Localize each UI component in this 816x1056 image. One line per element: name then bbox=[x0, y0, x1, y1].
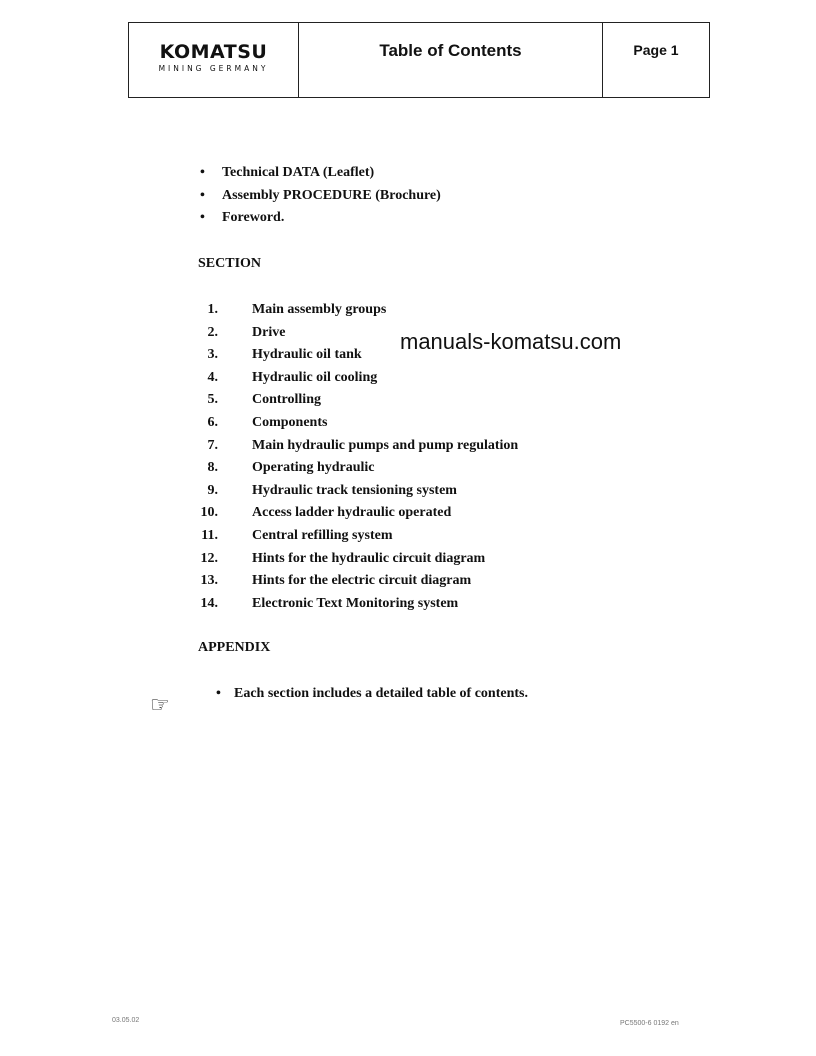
note-text: Each section includes a detailed table of contents. bbox=[234, 686, 528, 701]
section-item: Hydraulic oil tank bbox=[252, 347, 362, 363]
section-number: 5. bbox=[207, 392, 218, 408]
section-item: Hydraulic oil cooling bbox=[252, 369, 378, 385]
section-number: 14. bbox=[200, 595, 218, 611]
bullet: • bbox=[200, 210, 205, 225]
section-number: 1. bbox=[207, 302, 218, 317]
section-item: Hydraulic track tensioning system bbox=[252, 482, 457, 498]
section-item: Central refilling system bbox=[252, 528, 393, 543]
intro-item: Technical DATA (Leaflet) bbox=[222, 165, 375, 180]
section-item: Operating hydraulic bbox=[252, 460, 375, 476]
section-number: 12. bbox=[200, 550, 218, 566]
section-number: 3. bbox=[207, 347, 218, 363]
appendix-heading: APPENDIX bbox=[198, 640, 271, 655]
section-item: Electronic Text Monitoring system bbox=[252, 595, 459, 611]
section-number: 13. bbox=[200, 573, 218, 589]
section-number: 8. bbox=[207, 460, 218, 476]
section-item: Main assembly groups bbox=[252, 302, 387, 317]
logo-brand: KOMATSU bbox=[159, 41, 268, 63]
watermark: manuals-komatsu.com bbox=[400, 329, 622, 354]
divider bbox=[602, 23, 603, 97]
intro-item: Assembly PROCEDURE (Brochure) bbox=[222, 187, 441, 203]
komatsu-logo bbox=[129, 41, 298, 73]
intro-item: Foreword. bbox=[222, 210, 285, 225]
section-number: 2. bbox=[207, 324, 218, 340]
page-number: Page 1 bbox=[633, 42, 679, 58]
header-box bbox=[128, 22, 710, 98]
section-number: 11. bbox=[201, 528, 218, 543]
section-item: Drive bbox=[252, 324, 286, 340]
section-number: 10. bbox=[200, 505, 218, 521]
logo-subtitle: MINING GERMANY bbox=[158, 64, 269, 73]
footer-doc-id: PC5500-6 0192 en bbox=[620, 1020, 679, 1027]
section-number: 7. bbox=[207, 437, 218, 453]
section-number: 9. bbox=[207, 482, 218, 498]
note-bullet: • bbox=[216, 686, 221, 701]
bullet: • bbox=[200, 187, 205, 203]
pointing-hand-icon: ☞ bbox=[150, 693, 170, 718]
section-item: Controlling bbox=[252, 392, 321, 408]
section-item: Hints for the hydraulic circuit diagram bbox=[252, 550, 486, 566]
section-number: 4. bbox=[207, 369, 218, 385]
footer-date: 03.05.02 bbox=[112, 1017, 140, 1024]
bullet: • bbox=[200, 165, 205, 180]
page-title: Table of Contents bbox=[379, 41, 522, 60]
section-item: Access ladder hydraulic operated bbox=[252, 505, 452, 521]
section-item: Main hydraulic pumps and pump regulation bbox=[252, 437, 519, 453]
section-heading: SECTION bbox=[198, 256, 262, 271]
section-number: 6. bbox=[207, 415, 218, 430]
section-item: Hints for the electric circuit diagram bbox=[252, 573, 472, 589]
section-item: Components bbox=[252, 415, 328, 430]
